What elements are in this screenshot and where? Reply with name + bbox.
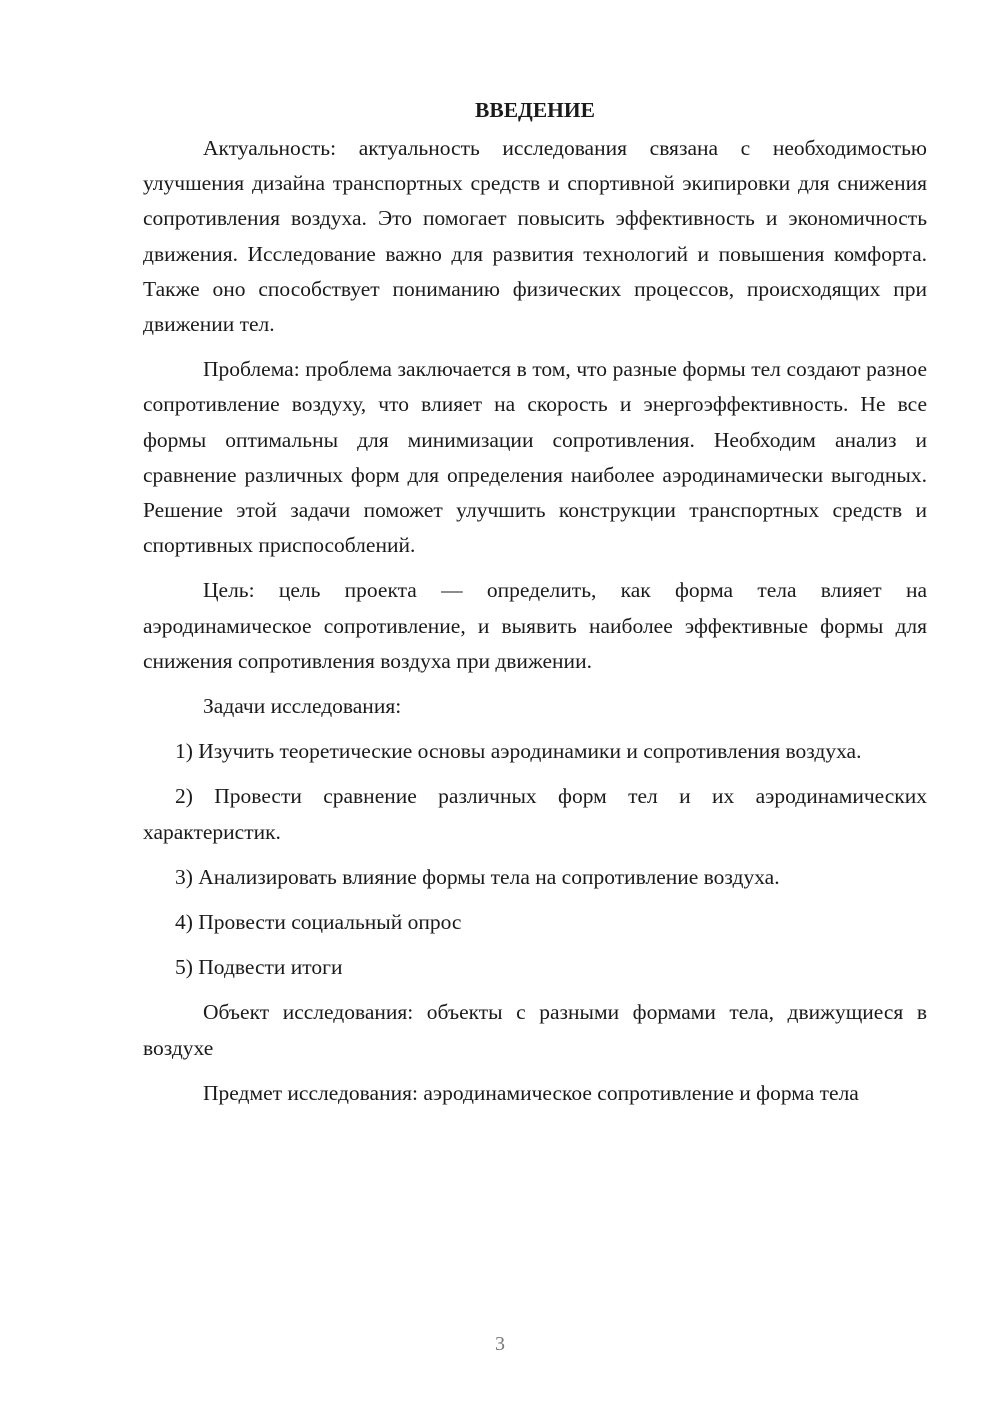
paragraph-object: Объект исследования: объекты с разными формами тела, движущиеся в воздухе bbox=[143, 1000, 927, 1060]
section-title: ВВЕДЕНИЕ bbox=[475, 98, 595, 122]
task-item-1: 1) Изучить теоретические основы аэродинамики и сопротивления воздуха. bbox=[175, 739, 862, 764]
paragraph-problem: Проблема: проблема заключается в том, что разные формы тел создают разное сопротивление воздуху, что влияет на скорость и энергоэффективность. Не все формы оптимальны для минимизации сопротивления. Необходим анализ и сравнение различных форм для определения наиболее аэродинамически выгодных. Решение этой задачи поможет улучшить конструкции транспортных средств и спортивных приспособлений. bbox=[143, 357, 927, 558]
paragraph-relevance: Актуальность: актуальность исследования связана с необходимостью улучшения дизайна транспортных средств и спортивной экипировки для снижения сопротивления воздуха. Это помогает повысить эффективность и экономичность движения. Исследование важно для развития технологий и повышения комфорта. Также оно способствует пониманию физических процессов, происходящих при движении тел. bbox=[143, 136, 927, 337]
page-content bbox=[143, 95, 927, 1121]
paragraph-subject: Предмет исследования: аэродинамическое сопротивление и форма тела bbox=[203, 1080, 859, 1105]
task-item-4: 4) Провести социальный опрос bbox=[175, 910, 462, 935]
page-number: 3 bbox=[495, 1333, 505, 1355]
paragraph-tasks-heading: Задачи исследования: bbox=[203, 694, 402, 719]
task-item-5: 5) Подвести итоги bbox=[175, 955, 343, 980]
task-item-2: 2) Провести сравнение различных форм тел и их аэродинамических характеристик. bbox=[143, 784, 927, 844]
task-item-3: 3) Анализировать влияние формы тела на сопротивление воздуха. bbox=[175, 864, 780, 889]
paragraph-goal: Цель: цель проекта — определить, как форма тела влияет на аэродинамическое сопротивление, и выявить наиболее эффективные формы для снижения сопротивления воздуха при движении. bbox=[143, 578, 927, 673]
